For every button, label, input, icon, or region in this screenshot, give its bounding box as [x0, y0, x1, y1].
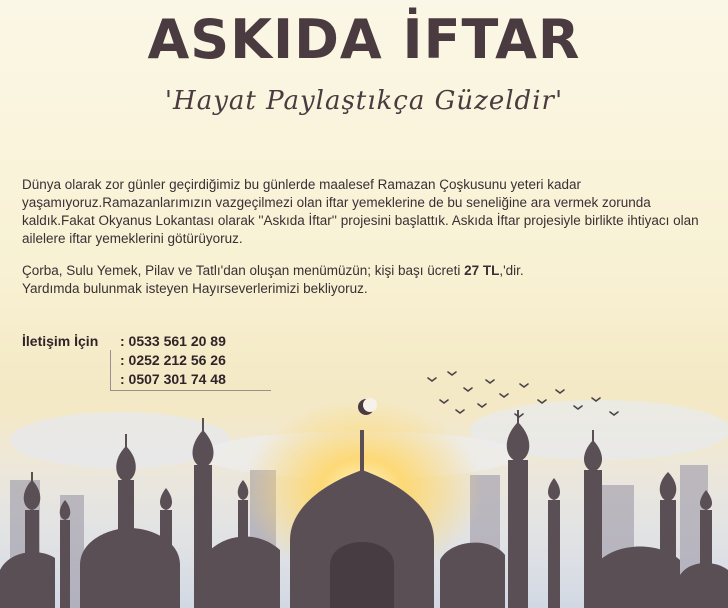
paragraph-3: Yardımda bulunmak isteyen Hayırseverlerimizi bekliyoruz. [22, 281, 368, 296]
phone-1: : 0533 561 20 89 [120, 333, 226, 349]
paragraph-2-end: ,'dir. [499, 263, 524, 278]
phone-3: : 0507 301 74 48 [120, 371, 226, 387]
page-title: ASKIDA İFTAR [147, 8, 581, 71]
contact-label: İletişim İçin [22, 333, 99, 349]
description [22, 176, 712, 312]
price: 27 TL [464, 263, 500, 278]
phone-2: : 0252 212 56 26 [120, 352, 226, 368]
paragraph-2 [22, 262, 712, 280]
mosque-skyline-icon [0, 360, 728, 608]
paragraph-1: Dünya olarak zor günler geçirdiğimiz bu günlerde maalesef Ramazan Çoşkusunu yeteri kadar yaşamıyoruz.Ramazanlarımızın vazgeçilmezi olan iftar yemeklerine de bu seneliğine ara vermek zorunda kaldık.Fakat Okyanus Lokantası olarak ''Askıda İftar'' projesini başlattık. Askıda İftar projesiyle birlikte ihtiyacı olan ailelere iftar yemeklerini götürüyoruz. [22, 177, 699, 246]
subtitle: 'Hayat Paylaştıkça Güzeldir' [164, 86, 564, 116]
paragraph-2-text: Çorba, Sulu Yemek, Pilav ve Tatlı'dan oluşan menümüzün; kişi başı ücreti [22, 263, 465, 278]
